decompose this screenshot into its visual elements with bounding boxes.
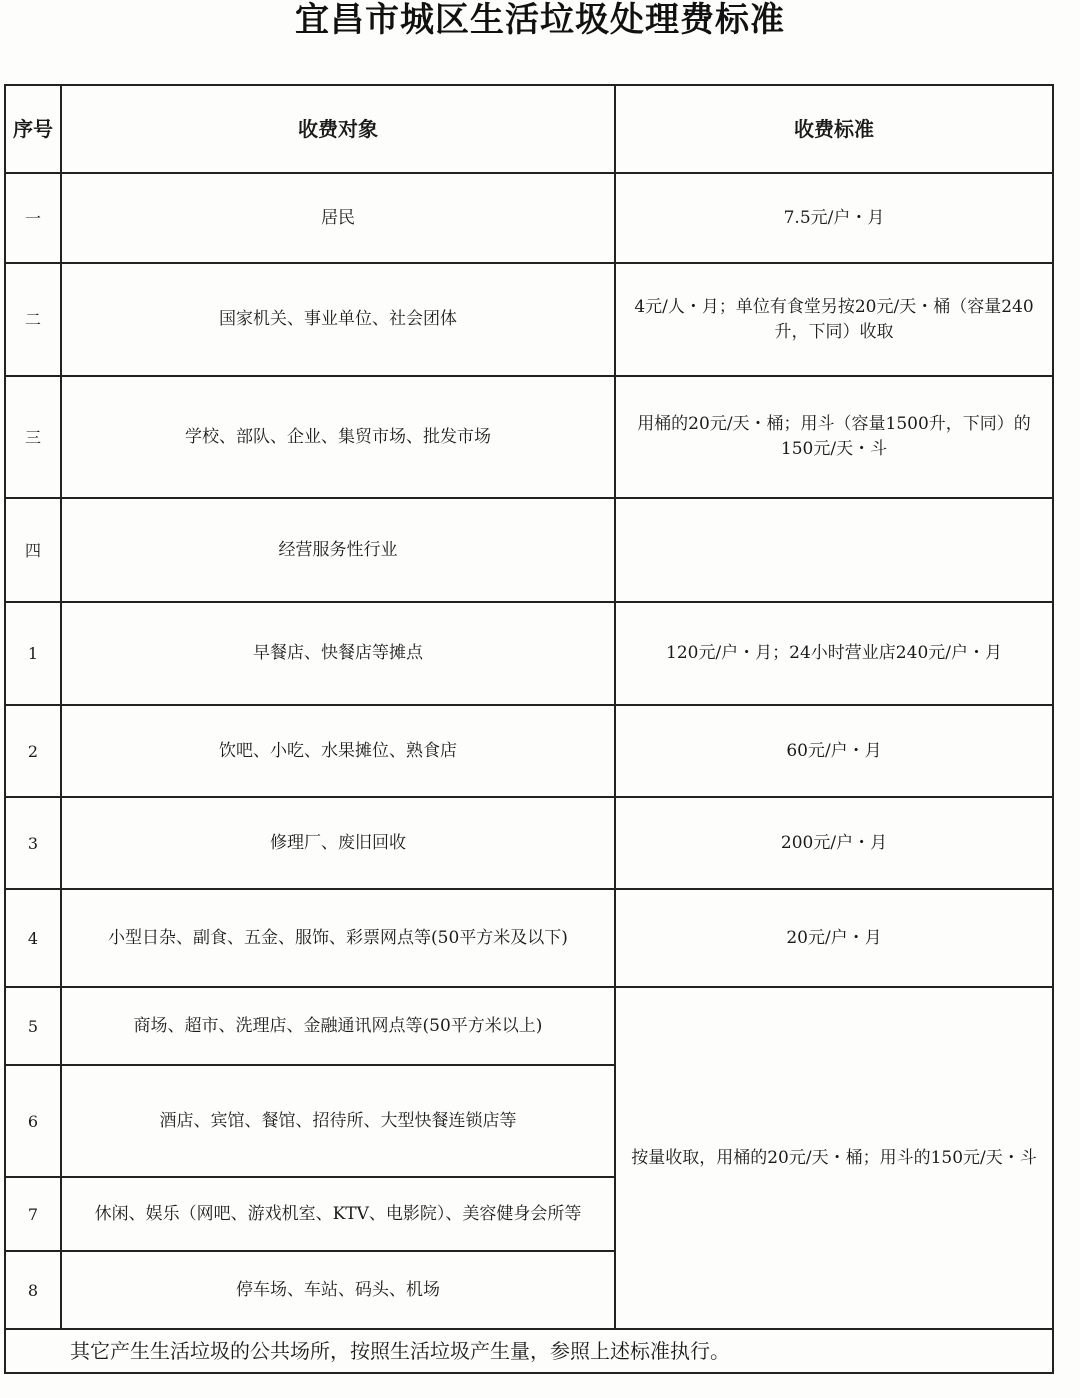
row-target: 饮吧、小吃、水果摊位、熟食店 [61,705,615,797]
row-standard: 60元/户・月 [615,705,1053,797]
row-seq: 3 [5,797,61,889]
header-standard: 收费标准 [615,85,1053,173]
row-target: 商场、超市、洗理店、金融通讯网点等(50平方米以上) [61,987,615,1065]
row-seq: 四 [5,498,61,602]
fee-table [4,84,1054,1374]
table-row [5,173,1053,263]
footer-note: 其它产生生活垃圾的公共场所，按照生活垃圾产生量，参照上述标准执行。 [5,1329,1053,1373]
row-seq: 二 [5,263,61,376]
row-seq: 5 [5,987,61,1065]
table-row [5,705,1053,797]
row-target: 学校、部队、企业、集贸市场、批发市场 [61,376,615,498]
table-row [5,602,1053,705]
row-target: 小型日杂、副食、五金、服饰、彩票网点等(50平方米及以下) [61,889,615,987]
row-target: 居民 [61,173,615,263]
row-seq: 4 [5,889,61,987]
row-standard: 20元/户・月 [615,889,1053,987]
header-seq: 序号 [5,85,61,173]
row-seq: 6 [5,1065,61,1177]
table-row [5,987,1053,1065]
table-row [5,498,1053,602]
row-target: 早餐店、快餐店等摊点 [61,602,615,705]
row-standard: 120元/户・月；24小时营业店240元/户・月 [615,602,1053,705]
row-seq: 8 [5,1251,61,1329]
row-target: 停车场、车站、码头、机场 [61,1251,615,1329]
row-seq: 2 [5,705,61,797]
row-standard [615,498,1053,602]
merged-standard: 按量收取，用桶的20元/天・桶；用斗的150元/天・斗 [615,987,1053,1329]
row-seq: 三 [5,376,61,498]
row-seq: 1 [5,602,61,705]
row-standard: 4元/人・月；单位有食堂另按20元/天・桶（容量240升，下同）收取 [615,263,1053,376]
table-row [5,263,1053,376]
row-target: 国家机关、事业单位、社会团体 [61,263,615,376]
row-seq: 一 [5,173,61,263]
row-standard: 用桶的20元/天・桶；用斗（容量1500升，下同）的150元/天・斗 [615,376,1053,498]
row-target: 休闲、娱乐（网吧、游戏机室、KTV、电影院）、美容健身会所等 [61,1177,615,1251]
page-title: 宜昌市城区生活垃圾处理费标准 [295,0,785,40]
row-target: 修理厂、废旧回收 [61,797,615,889]
header-row [5,85,1053,173]
header-target: 收费对象 [61,85,615,173]
row-target: 经营服务性行业 [61,498,615,602]
footer-row [5,1329,1053,1373]
table-row [5,376,1053,498]
row-target: 酒店、宾馆、餐馆、招待所、大型快餐连锁店等 [61,1065,615,1177]
table-row [5,889,1053,987]
row-seq: 7 [5,1177,61,1251]
row-standard: 7.5元/户・月 [615,173,1053,263]
table-row [5,797,1053,889]
row-standard: 200元/户・月 [615,797,1053,889]
